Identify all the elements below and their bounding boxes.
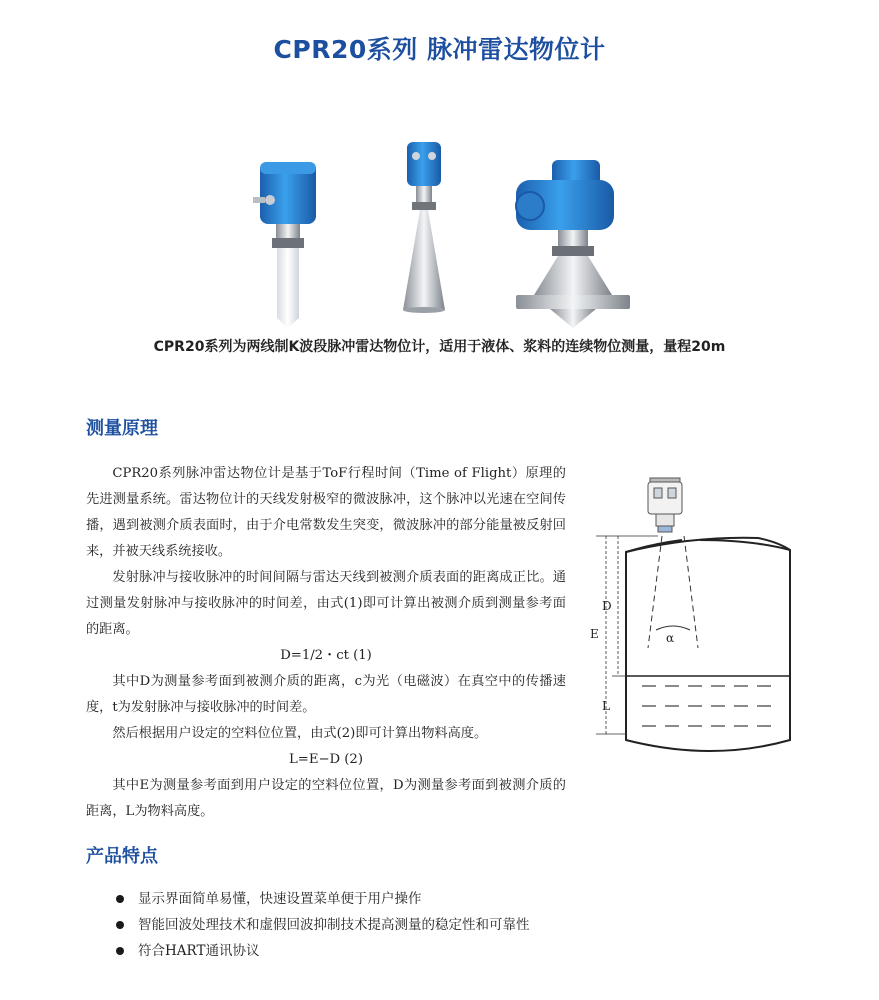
- bullet-icon: [116, 947, 124, 955]
- feature-text: 符合HART通讯协议: [138, 943, 260, 959]
- feature-list: [116, 886, 530, 964]
- principle-paragraph: 其中E为测量参考面到用户设定的空料位位置，D为测量参考面到被测介质的距离，L为物料高度。: [86, 778, 566, 819]
- bullet-icon: [116, 921, 124, 929]
- product-images: [240, 130, 640, 340]
- measurement-diagram: [582, 470, 802, 760]
- instrument-icon: [648, 478, 682, 532]
- feature-item: [116, 938, 530, 964]
- principle-paragraph: 发射脉冲与接收脉冲的时间间隔与雷达天线到被测介质表面的距离成正比。通过测量发射脉冲与接收脉冲的时间差，由式(1)即可计算出被测介质到测量参考面的距离。: [86, 570, 566, 637]
- product-image-flange-antenna: [516, 160, 630, 328]
- principle-paragraph: 然后根据用户设定的空料位位置，由式(2)即可计算出物料高度。: [112, 726, 488, 741]
- principle-paragraph: CPR20系列脉冲雷达物位计是基于ToF行程时间（Time of Flight）原理的先进测量系统。雷达物位计的天线发射极窄的微波脉冲，这个脉冲以光速在空间传播，遇到被测介质表面时，由于介电常数发生突变，微波脉冲的部分能量被反射回来，并被天线系统接收。: [86, 466, 566, 559]
- feature-item: [116, 912, 530, 938]
- tank-outline: [626, 538, 790, 751]
- formula-2: L=E−D (2): [289, 752, 363, 767]
- principle-text: [86, 461, 566, 825]
- product-image-rod-antenna: [253, 162, 316, 328]
- product-caption: CPR20系列为两线制K波段脉冲雷达物位计，适用于液体、浆料的连续物位测量，量程20m: [153, 339, 726, 355]
- alpha-label: α: [666, 631, 675, 645]
- d-label: D: [602, 599, 612, 613]
- feature-text: 显示界面简单易懂，快速设置菜单便于用户操作: [138, 891, 422, 907]
- bullet-icon: [116, 895, 124, 903]
- principle-paragraph: 其中D为测量参考面到被测介质的距离，c为光（电磁波）在真空中的传播速度，t为发射脉冲与接收脉冲的时间差。: [86, 674, 566, 715]
- formula-1: D=1/2・ct (1): [280, 648, 372, 663]
- section-heading-features: 产品特点: [86, 846, 158, 867]
- product-image-horn-antenna: [403, 142, 445, 313]
- feature-text: 智能回波处理技术和虚假回波抑制技术提高测量的稳定性和可靠性: [138, 917, 530, 933]
- page-title: CPR20系列 脉冲雷达物位计: [273, 35, 606, 64]
- section-heading-principle: 测量原理: [86, 418, 158, 439]
- e-label: E: [590, 627, 599, 641]
- l-label: L: [602, 699, 610, 713]
- feature-item: [116, 886, 530, 912]
